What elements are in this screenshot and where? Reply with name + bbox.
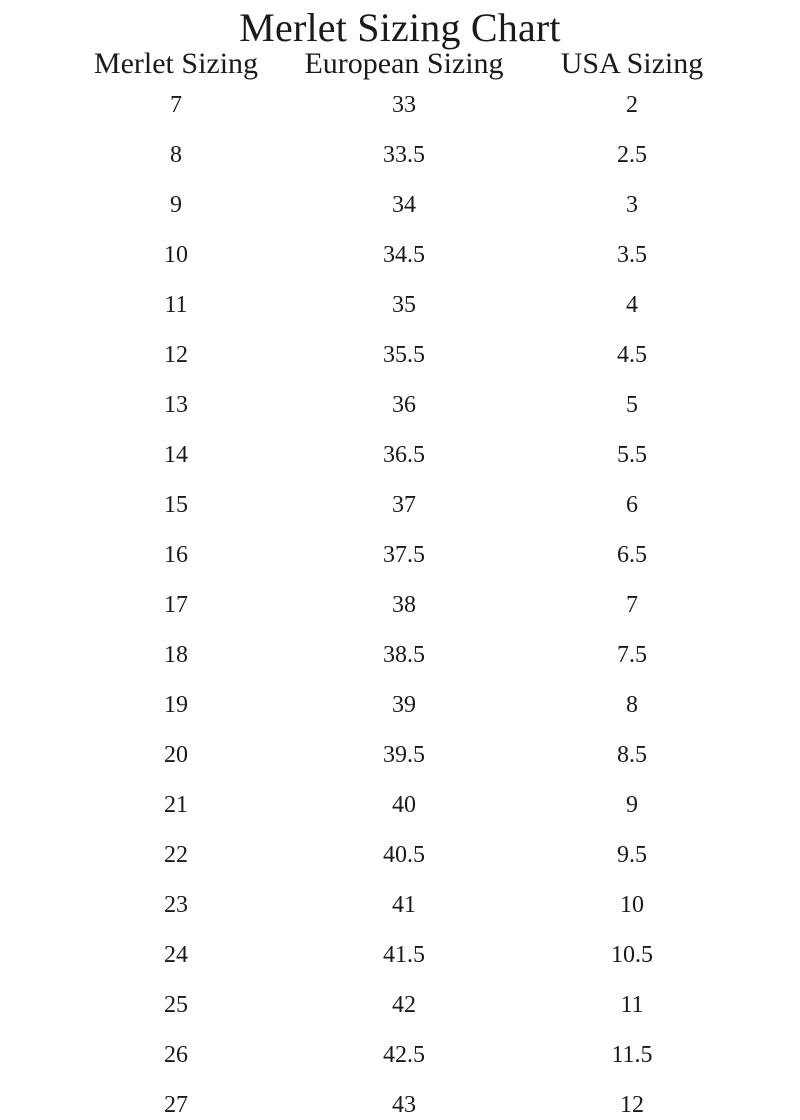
european-size-value: 35.5: [383, 341, 425, 368]
merlet-size-value: 21: [164, 791, 188, 818]
table-header-row: [62, 48, 746, 80]
european-size-value: 36.5: [383, 441, 425, 468]
merlet-size-value: 15: [164, 491, 188, 518]
table-row: [62, 630, 746, 680]
table-row: [62, 1080, 746, 1120]
table-row: [62, 330, 746, 380]
usa-size-value: 12: [620, 1091, 644, 1118]
table-row: [62, 1030, 746, 1080]
usa-size-value: 5.5: [617, 441, 647, 468]
page-title: Merlet Sizing Chart: [239, 5, 561, 50]
merlet-size-value: 20: [164, 741, 188, 768]
table-row: [62, 130, 746, 180]
table-row: [62, 230, 746, 280]
usa-size-value: 6.5: [617, 541, 647, 568]
usa-size-value: 3: [626, 191, 638, 218]
merlet-size-value: 8: [170, 141, 182, 168]
column-header-usa-sizing: USA Sizing: [560, 47, 704, 80]
merlet-size-value: 10: [164, 241, 188, 268]
merlet-size-value: 11: [164, 291, 188, 318]
table-row: [62, 80, 746, 130]
merlet-size-value: 13: [164, 391, 188, 418]
merlet-size-value: 7: [170, 91, 182, 118]
merlet-size-value: 27: [164, 1091, 188, 1118]
usa-size-value: 3.5: [617, 241, 647, 268]
merlet-size-value: 17: [164, 591, 188, 618]
merlet-size-value: 12: [164, 341, 188, 368]
table-row: [62, 530, 746, 580]
merlet-size-value: 9: [170, 191, 182, 218]
table-row: [62, 930, 746, 980]
european-size-value: 33: [392, 91, 416, 118]
table-row: [62, 680, 746, 730]
merlet-size-value: 26: [164, 1041, 188, 1068]
european-size-value: 34.5: [383, 241, 425, 268]
table-row: [62, 980, 746, 1030]
european-size-value: 43: [392, 1091, 416, 1118]
usa-size-value: 9.5: [617, 841, 647, 868]
column-header-european-sizing: European Sizing: [304, 47, 504, 80]
table-row: [62, 580, 746, 630]
usa-size-value: 7.5: [617, 641, 647, 668]
european-size-value: 38.5: [383, 641, 425, 668]
european-size-value: 36: [392, 391, 416, 418]
usa-size-value: 10.5: [611, 941, 653, 968]
european-size-value: 35: [392, 291, 416, 318]
table-row: [62, 180, 746, 230]
table-row: [62, 880, 746, 930]
usa-size-value: 5: [626, 391, 638, 418]
table-row: [62, 480, 746, 530]
european-size-value: 39: [392, 691, 416, 718]
usa-size-value: 11: [620, 991, 644, 1018]
european-size-value: 34: [392, 191, 416, 218]
merlet-size-value: 14: [164, 441, 188, 468]
european-size-value: 40.5: [383, 841, 425, 868]
table-row: [62, 780, 746, 830]
table-row: [62, 830, 746, 880]
merlet-size-value: 19: [164, 691, 188, 718]
usa-size-value: 6: [626, 491, 638, 518]
european-size-value: 38: [392, 591, 416, 618]
merlet-size-value: 25: [164, 991, 188, 1018]
table-row: [62, 380, 746, 430]
column-header-merlet-sizing: Merlet Sizing: [93, 47, 259, 80]
usa-size-value: 2: [626, 91, 638, 118]
usa-size-value: 7: [626, 591, 638, 618]
usa-size-value: 9: [626, 791, 638, 818]
usa-size-value: 8: [626, 691, 638, 718]
table-body: [0, 80, 800, 1120]
european-size-value: 41.5: [383, 941, 425, 968]
usa-size-value: 4.5: [617, 341, 647, 368]
merlet-size-value: 16: [164, 541, 188, 568]
usa-size-value: 11.5: [611, 1041, 653, 1068]
table-row: [62, 730, 746, 780]
table-row: [62, 430, 746, 480]
european-size-value: 39.5: [383, 741, 425, 768]
merlet-size-value: 18: [164, 641, 188, 668]
merlet-size-value: 22: [164, 841, 188, 868]
european-size-value: 40: [392, 791, 416, 818]
table-row: [62, 280, 746, 330]
usa-size-value: 4: [626, 291, 638, 318]
merlet-size-value: 23: [164, 891, 188, 918]
usa-size-value: 2.5: [617, 141, 647, 168]
usa-size-value: 10: [620, 891, 644, 918]
european-size-value: 37: [392, 491, 416, 518]
european-size-value: 41: [392, 891, 416, 918]
european-size-value: 37.5: [383, 541, 425, 568]
european-size-value: 42.5: [383, 1041, 425, 1068]
usa-size-value: 8.5: [617, 741, 647, 768]
merlet-size-value: 24: [164, 941, 188, 968]
european-size-value: 42: [392, 991, 416, 1018]
european-size-value: 33.5: [383, 141, 425, 168]
